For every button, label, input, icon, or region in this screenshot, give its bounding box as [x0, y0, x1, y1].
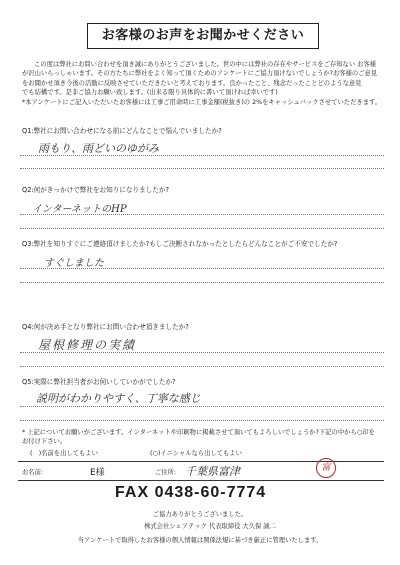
answer-line [20, 352, 384, 353]
intro-line: でも結構です。是非ご協力お願い致します。(出来る限り具体的に書いて頂ければ幸いです) [22, 89, 278, 97]
permission-line: お付け下さい。 [22, 438, 67, 445]
option-initial-ok[interactable]: (○)イニシャルなら出してもよい [150, 450, 242, 457]
answer-line [20, 214, 384, 215]
company-name: 株式会社シェアテック 代表取締役 大久保 誠二 [144, 523, 276, 530]
answer-line [20, 406, 384, 407]
question-4: Q4:何が決め手となり弊社にお問い合わせ頂きましたか? [22, 323, 189, 331]
question-1: Q1:弊社にお問い合わせになる前にどんなことで悩んでいましたか? [22, 127, 222, 135]
question-2: Q2:何がきっかけで弊社をお知りになりましたか? [22, 186, 169, 194]
survey-title: お客様のお声をお聞かせください [87, 23, 319, 49]
divider [18, 480, 384, 481]
answer-2: インターネットのHP [32, 204, 127, 215]
answer-line [20, 168, 384, 169]
answer-3: すぐしました [44, 258, 104, 269]
answer-line [20, 228, 384, 229]
intro-line: *本アンケートにご記入いただいたお客様には工事ご用命時に工事金額(税抜き)の 2%をキャッシュバックさせていただきます。 [22, 98, 382, 106]
intro-line: この度は弊社にお問い合わせを頂き誠にありがとうございました。世の中には弊社の存在やサービスをご存知ない お客様 [34, 61, 377, 68]
question-5: Q5:実際に弊社担当者がお伺いしていかがでしたか? [22, 378, 176, 386]
question-3: Q3:弊社を知りすぐにご連絡頂けましたか?もしご決断されなかったとしたらどんなことがご不安でしたか? [22, 240, 338, 248]
answer-line [20, 155, 384, 156]
name-label: お名前: [22, 469, 44, 476]
intro-line: をお聞かせ頂き今後の活動に反映させていただきたいと考えております。良かったこと、残念だったことどのような意見 [22, 79, 362, 87]
name-value: E様 [90, 468, 105, 478]
area-stamp: 富 [316, 458, 336, 478]
intro-text [22, 60, 382, 107]
answer-line [20, 420, 384, 421]
thanks-text: ご協力ありがとうございました。 [152, 511, 248, 518]
address-value: 千葉県富津 [185, 465, 240, 478]
permission-line: * 上記についてお願いがございます。インターネットや印刷物に掲載させて頂いてもよろしいでしょうか?下記の中から○印を [22, 429, 375, 436]
answer-4: 屋根修理の実績 [38, 338, 137, 352]
fax-number: FAX 0438-60-7774 [115, 484, 267, 501]
answer-5: 説明がわかりやすく、丁寧な感じ [36, 392, 201, 405]
privacy-note: 当アンケートで取得したお客様の個人情報は関係法規に基づき厳正に管理いたします。 [77, 537, 323, 544]
answer-line [20, 366, 384, 367]
answer-line [20, 268, 384, 269]
option-name-ok[interactable]: ( )名前を出してもよい [30, 450, 98, 457]
address-label: ご住所: [155, 469, 177, 476]
answer-1: 雨もり、雨どいのゆがみ [38, 142, 159, 155]
answer-line [20, 282, 384, 283]
permission-text [22, 428, 384, 446]
intro-line: が沢山いらっしゃいます。その方たちに弊社をよく知って頂くためのアンケートにご協力頂けないでしょうか?お客様のご意見 [22, 70, 378, 78]
